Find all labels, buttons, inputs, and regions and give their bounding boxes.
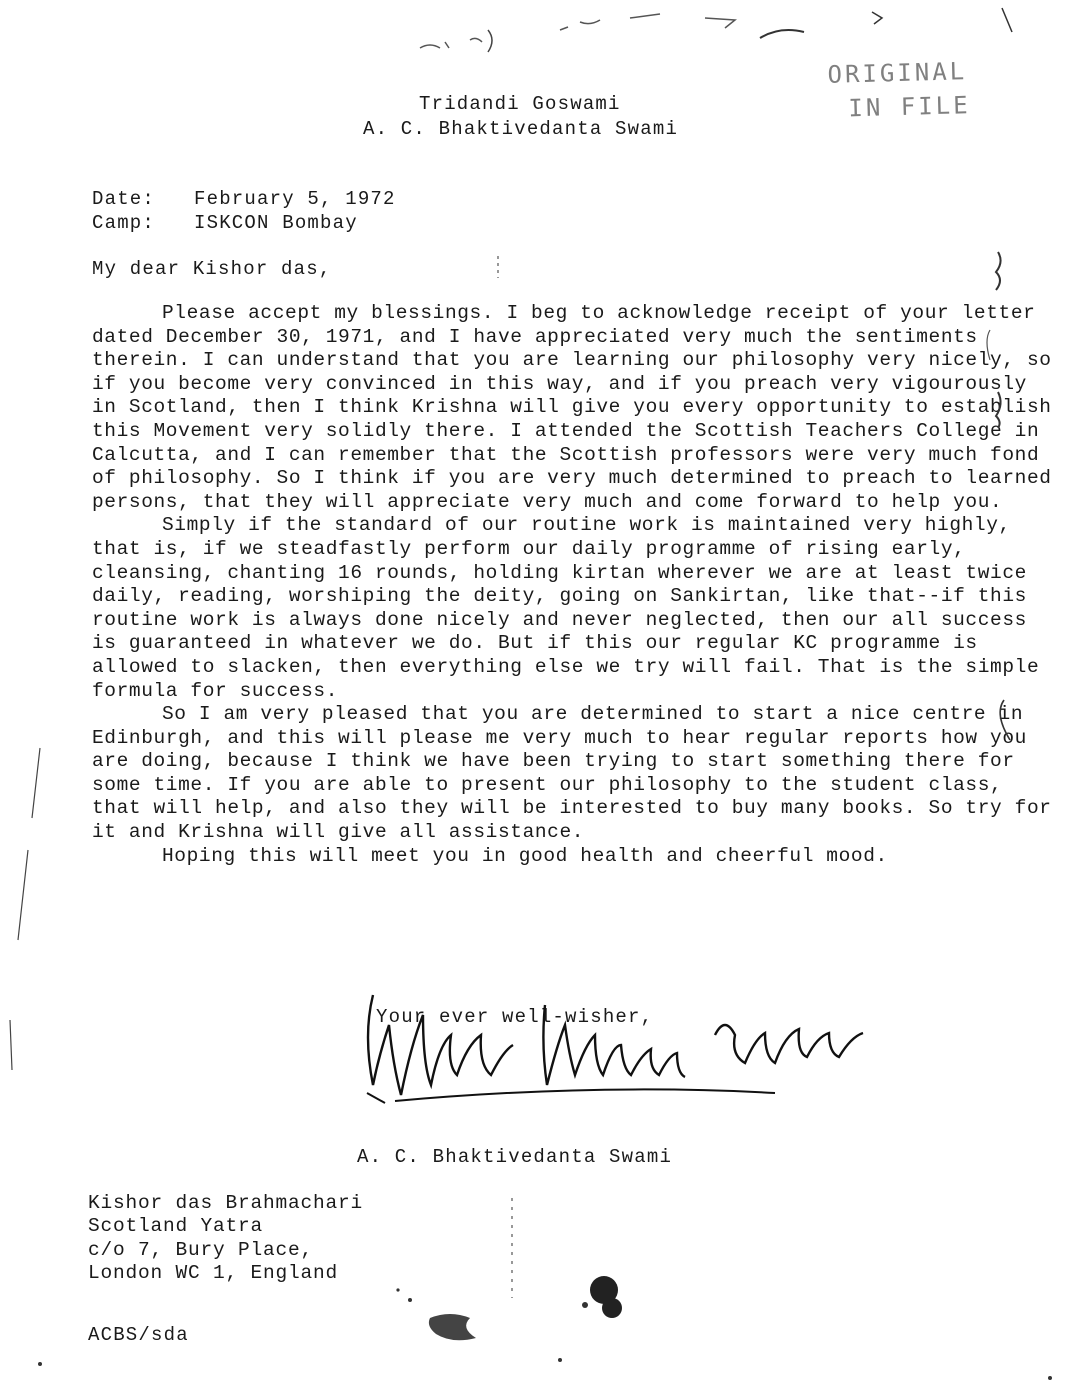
letterhead-line-1: Tridandi Goswami [419, 93, 621, 115]
stamp-line-2: IN FILE [848, 91, 971, 123]
stamp-line-1: ORIGINAL [827, 57, 968, 89]
reference-initials: ACBS/sda [88, 1324, 189, 1346]
recipient-line-3: c/o 7, Bury Place, [88, 1238, 314, 1261]
recipient-line-1: Kishor das Brahmachari [88, 1192, 364, 1214]
date-label: Date: [92, 188, 156, 210]
recipient-line-2: Scotland Yatra [88, 1215, 264, 1238]
date-value: February 5, 1972 [194, 188, 396, 210]
paragraph-1: Please accept my blessings. I beg to acknowledge receipt of your letter dated December 30, 1971, and I have appreciated very much the sentiments therein. I can understand that you are learning our philosophy very nicely, so if you become very convinced in this way, and if you preach very vigourously in Scotland, then I think Krishna will give you every opportunity to establish this Movement very solidly there. I attended the Scottish Teachers College in Calcutta, and I can remember that the Scottish professors were very much fond of philosophy. So I think if you are very much determined to preach to learned persons, that they will appreciate very much and come forward to help you. [92, 302, 1052, 513]
camp-value: ISKCON Bombay [194, 212, 358, 234]
signature-name: A. C. Bhaktivedanta Swami [357, 1146, 673, 1168]
letterhead-line-2: A. C. Bhaktivedanta Swami [363, 118, 679, 140]
recipient-line-4: London WC 1, England [88, 1262, 339, 1285]
paragraph-4: Hoping this will meet you in good health and cheerful mood. [162, 844, 888, 867]
closing: Your ever well-wisher, [376, 1006, 654, 1028]
paragraph-3: So I am very pleased that you are determined to start a nice centre in Edinburgh, and this will please me very much to hear regular reports how you are doing, because I think we have been trying to start something there for some time. If you are able to present our philosophy to the student class, that will help, and also they will be interested to buy many books. So try for it and Krishna will give all assistance. [92, 703, 1052, 844]
camp-label: Camp: [92, 212, 156, 234]
paragraph-2: Simply if the standard of our routine work is maintained very highly, that is, if we steadfastly perform our daily programme of rising early, cleansing, chanting 16 rounds, holding kirtan wherever we are at least twice daily, reading, worshiping the deity, going on Sankirtan, like that--if this routine work is always done nicely and never neglected, then our all success is guaranteed in whatever we do. But if this our regular KC programme is allowed to slacken, then everything else we try will fail. That is the simple formula for success. [92, 514, 1040, 702]
salutation: My dear Kishor das, [92, 258, 332, 280]
